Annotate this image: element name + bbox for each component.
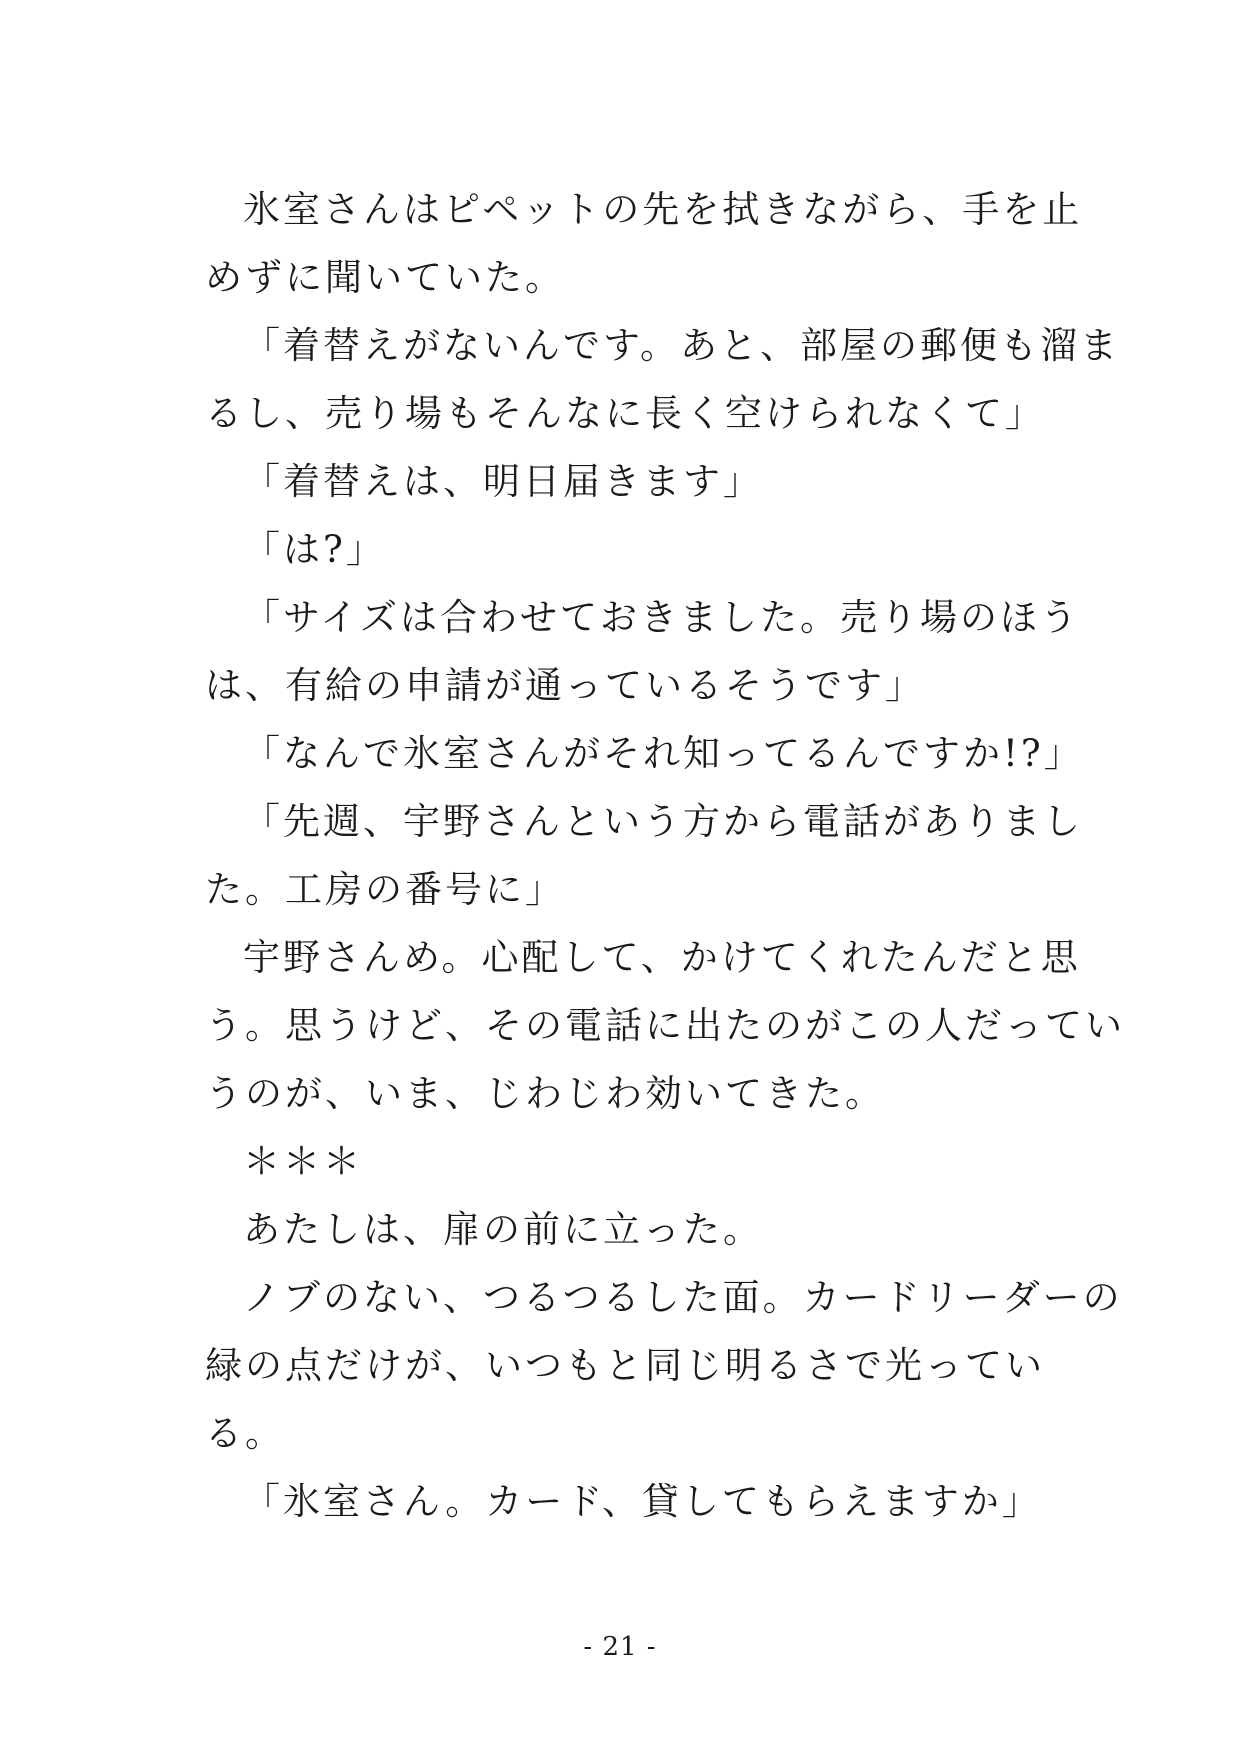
text-line: 「なんで氷室さんがそれ知ってるんですか!?」	[243, 732, 1084, 775]
text-line: 「先週、宇野さんという方から電話がありまし	[243, 800, 1083, 843]
text-line: 「着替えがないんです。あと、部屋の郵便も溜ま	[243, 324, 1121, 367]
text-line: 「着替えは、明日届きます」	[243, 460, 763, 503]
text-line: うのが、いま、じわじわ効いてきた。	[205, 1072, 885, 1115]
page-number: - 21 -	[583, 1632, 657, 1662]
scene-break: ＊＊＊	[243, 1140, 363, 1183]
text-line: 宇野さんめ。心配して、かけてくれたんだと思	[243, 936, 1081, 979]
text-line: 「サイズは合わせておきました。売り場のほう	[243, 596, 1081, 639]
text-line: めずに聞いていた。	[205, 256, 565, 299]
text-line: ノブのない、つるつるした面。カードリーダーの	[243, 1276, 1123, 1319]
text-line: る。	[205, 1412, 285, 1455]
text-line: う。思うけど、その電話に出たのがこの人だってい	[205, 1004, 1125, 1047]
text-line: は、有給の申請が通っているそうです」	[205, 664, 925, 707]
text-line: あたしは、扉の前に立った。	[243, 1208, 763, 1251]
text-line: 「氷室さん。カード、貸してもらえますか」	[243, 1480, 1042, 1523]
text-line: るし、売り場もそんなに長く空けられなくて」	[205, 392, 1045, 435]
body-text	[205, 176, 1125, 1536]
text-line: 緑の点だけが、いつもと同じ明るさで光ってい	[205, 1344, 1045, 1387]
text-line: た。工房の番号に」	[205, 868, 565, 911]
text-line: 氷室さんはピペットの先を拭きながら、手を止	[243, 188, 1083, 231]
text-line: 「は?」	[243, 528, 386, 571]
